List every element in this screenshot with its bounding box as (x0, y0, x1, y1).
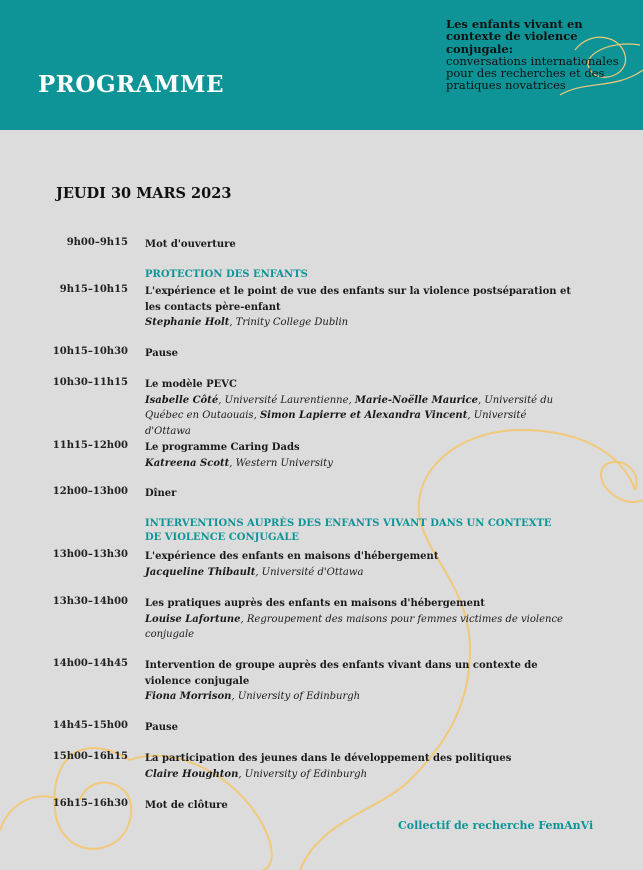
speaker-affiliation: Université d'Ottawa (145, 410, 527, 437)
session-title: Le modèle PEVC (145, 379, 237, 390)
session-title: Mot d'ouverture (145, 239, 236, 250)
session-title: Le programme Caring Dads (145, 442, 300, 453)
speakers: Jacqueline Thibault, Université d'Ottawa (145, 566, 364, 578)
speaker-name: Marie-Noëlle Maurice (354, 394, 478, 406)
session-title: L'expérience et le point de vue des enfants sur la violence postséparation et les contacts père-enfant (145, 286, 571, 313)
speaker-affiliation: Université du Québec en Outaouais (145, 394, 554, 421)
speaker-affiliation: Trinity College Dublin (235, 317, 349, 328)
time-slot: 10h15–10h30 (52, 346, 128, 357)
speaker-name: Louise Lafortune (145, 613, 241, 625)
speakers: Isabelle Côté, Université Laurentienne, Marie-Noëlle Maurice, Université du Québec en Outaouais, Simon Lapierre et Alexandra Vincent, Université d'Ottawa (145, 394, 554, 437)
time-slot: 14h45–15h00 (52, 720, 128, 731)
conference-title-block (446, 18, 626, 92)
speaker-name: Simon Lapierre et Alexandra Vincent (259, 410, 468, 421)
speakers: Stephanie Holt, Trinity College Dublin (145, 317, 349, 328)
speaker-affiliation: Regroupement des maisons pour femmes victimes de violence conjugale (145, 613, 563, 640)
time-slot: 9h15–10h15 (59, 284, 128, 295)
time-slot: 10h30–11h15 (52, 377, 128, 388)
page-title: PROGRAMME (38, 71, 224, 98)
section-heading: PROTECTION DES ENFANTS (145, 269, 308, 280)
event-date: JEUDI 30 MARS 2023 (56, 185, 232, 202)
speaker-name: Claire Houghton (145, 768, 239, 780)
session-title: Intervention de groupe auprès des enfants vivant dans un contexte de violence conjugale (145, 660, 538, 687)
session-title: Dîner (145, 488, 177, 499)
footer-collectif: Collectif de recherche FemAnVi (398, 819, 594, 832)
session-title: Mot de clôture (145, 800, 228, 811)
speaker-name: Katreena Scott (145, 457, 230, 469)
session-title: Les pratiques auprès des enfants en maisons d'hébergement (145, 598, 485, 609)
speaker-name: Isabelle Côté (145, 394, 219, 406)
session-title: Pause (145, 722, 178, 733)
conference-title: Les enfants vivant en contexte de violence conjugale: (446, 17, 583, 56)
time-slot: 14h00–14h45 (52, 658, 128, 669)
session-title: Pause (145, 348, 178, 359)
speaker-affiliation: University of Edinburgh (244, 768, 368, 780)
speakers: Louise Lafortune, Regroupement des maisons pour femmes victimes de violence conjugale (145, 613, 563, 640)
time-slot: 16h15–16h30 (52, 798, 128, 809)
time-slot: 11h15–12h00 (52, 440, 128, 451)
speaker-affiliation: University of Edinburgh (237, 691, 361, 702)
time-slot: 13h30–14h00 (52, 596, 128, 607)
speakers: Fiona Morrison, University of Edinburgh (145, 691, 361, 702)
time-slot: 15h00–16h15 (52, 751, 128, 762)
time-slot: 9h00–9h15 (66, 237, 128, 248)
speaker-name: Stephanie Holt (145, 317, 230, 328)
speakers: Claire Houghton, University of Edinburgh (145, 768, 368, 780)
speaker-name: Fiona Morrison (145, 691, 232, 702)
section-heading: INTERVENTIONS AUPRÈS DES ENFANTS VIVANT DANS UN CONTEXTE DE VIOLENCE CONJUGALE (145, 518, 552, 543)
conference-subtitle: conversations internationales pour des recherches et des pratiques novatrices (446, 53, 619, 93)
speaker-affiliation: Université d'Ottawa (261, 566, 364, 578)
speaker-affiliation: Université Laurentienne (224, 394, 349, 406)
speaker-name: Jacqueline Thibault (145, 566, 256, 578)
session-title: La participation des jeunes dans le développement des politiques (145, 753, 512, 764)
speakers: Katreena Scott, Western University (145, 457, 333, 469)
session-title: L'expérience des enfants en maisons d'hébergement (145, 551, 439, 562)
speaker-affiliation: Western University (235, 457, 333, 469)
time-slot: 12h00–13h00 (52, 486, 128, 497)
time-slot: 13h00–13h30 (52, 549, 128, 560)
